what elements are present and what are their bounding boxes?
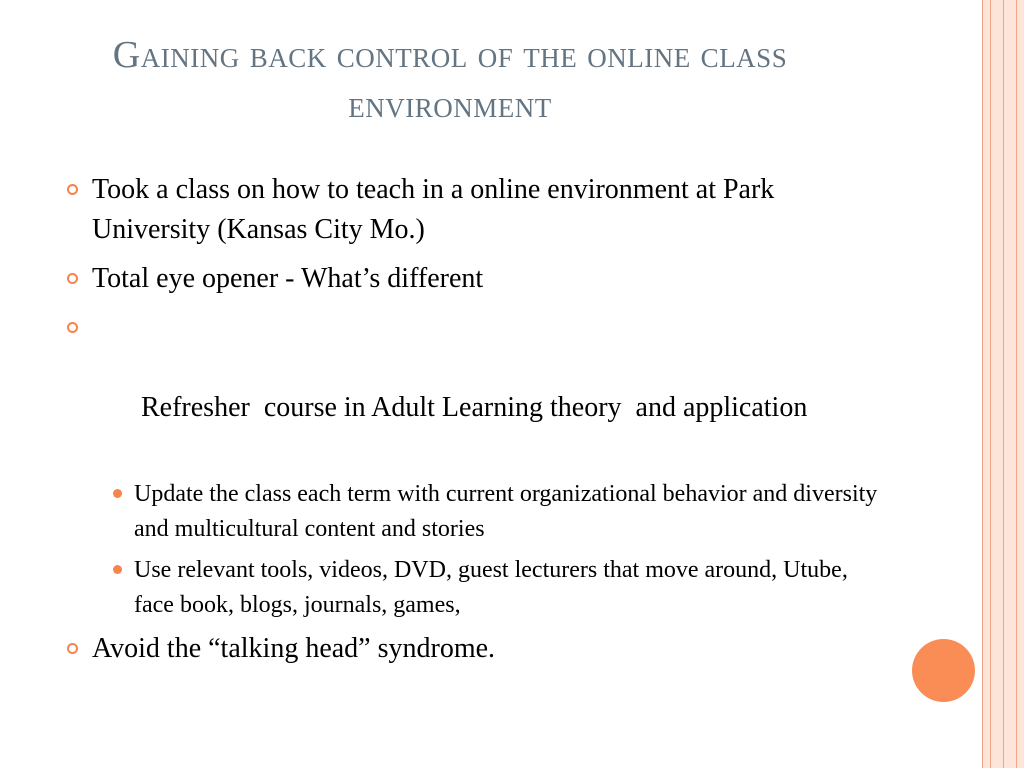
bullet-text: Total eye opener - What’s different	[92, 263, 484, 294]
bullet-text: Avoid the “talking head” syndrome.	[92, 633, 496, 664]
sub-bullet-text: Update the class each term with current organizational behavior and diversity and multicultural content and stories	[134, 481, 878, 542]
ring-bullet-icon	[67, 184, 78, 195]
sub-bullet-item	[112, 553, 884, 623]
dot-bullet-icon	[113, 489, 122, 498]
bullet-item	[64, 259, 884, 299]
decorative-circle	[912, 639, 975, 702]
bullet-item	[64, 629, 884, 669]
bullet-text: Refresher course in Adult Learning theory and application	[134, 392, 808, 423]
dot-bullet-icon	[113, 565, 122, 574]
sub-bullet-text: Use relevant tools, videos, DVD, guest lecturers that move around, Utube, face book, blogs, journals, games,	[134, 557, 848, 618]
ring-bullet-icon	[67, 273, 78, 284]
ring-bullet-icon	[67, 322, 78, 333]
decorative-stripe	[1016, 0, 1017, 768]
decorative-stripe	[982, 0, 983, 768]
bullet-item	[64, 308, 884, 468]
decorative-stripe	[990, 0, 991, 768]
bullet-text: Took a class on how to teach in a online environment at Park University (Kansas City Mo.)	[92, 174, 775, 245]
slide-content	[64, 170, 884, 678]
sub-bullet-item	[112, 477, 884, 547]
bullet-item	[64, 170, 884, 250]
slide-title: Gaining back control of the online class environment	[112, 34, 788, 126]
ring-bullet-icon	[67, 643, 78, 654]
decorative-stripe	[1003, 0, 1004, 768]
